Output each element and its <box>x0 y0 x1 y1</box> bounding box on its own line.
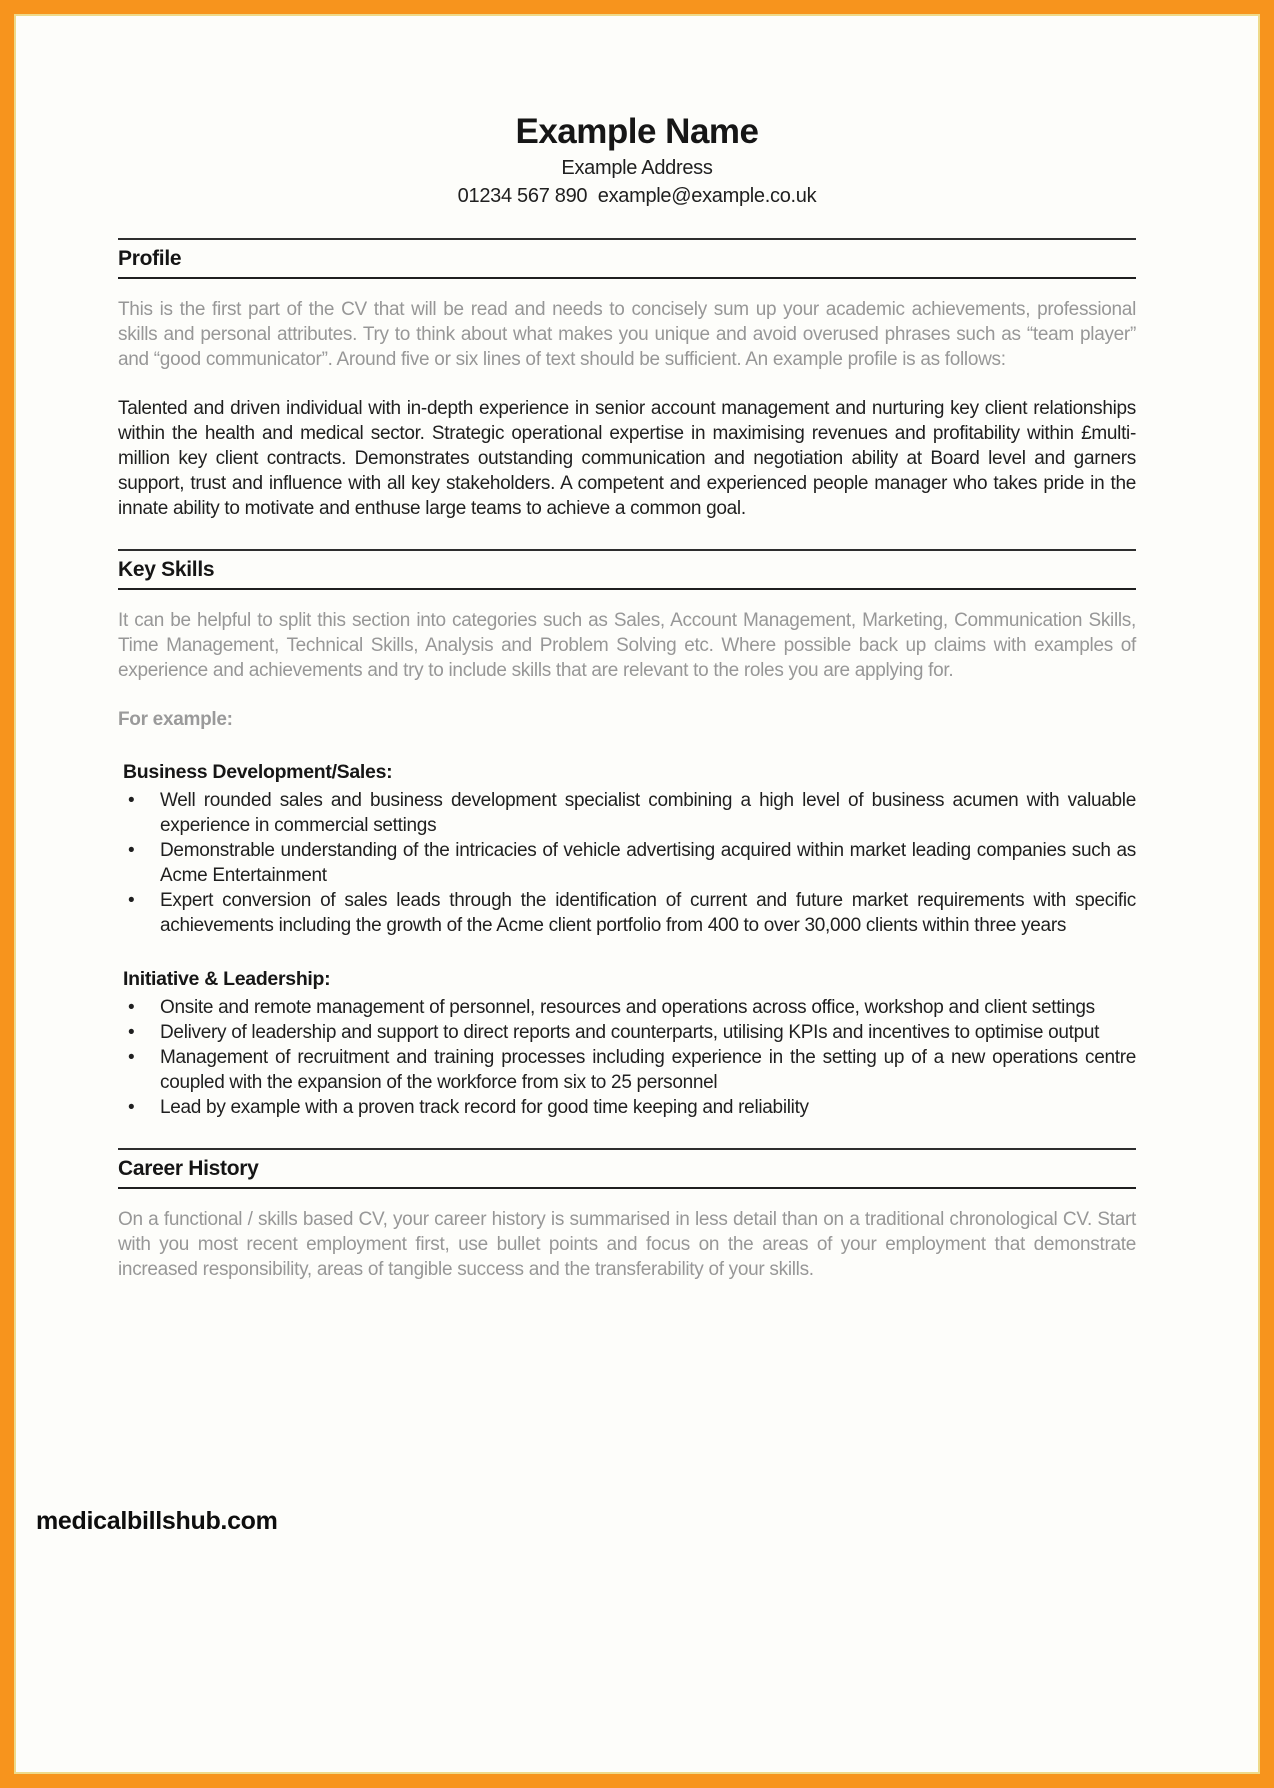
career-history-guidance-text: On a functional / skills based CV, your career history is summarised in less detail than on a traditional chronological CV. Start with you most recent employment first, use bullet points and focus on the areas of your employment that demonstrate increased responsibility, areas of tangible success and the transferability of your skills. <box>118 1209 1136 1280</box>
key-skills-guidance-text: It can be helpful to split this section into categories such as Sales, Account Management, Marketing, Communication Skills, Time Management, Technical Skills, Analysis and Problem Solving etc. Where possible back up claims with examples of experience and achievements and try to include skills that are relevant to the roles you are applying for. <box>118 610 1136 681</box>
bullet-item: • Lead by example with a proven track record for good time keeping and reliability <box>118 1095 1136 1120</box>
bullet-item: • Demonstrable understanding of the intricacies of vehicle advertising acquired within market leading companies such as Acme Entertainment <box>118 838 1136 888</box>
skills-group-title-initiative-leadership: Initiative & Leadership: <box>123 968 331 990</box>
section-heading-key-skills: Key Skills <box>118 549 1136 590</box>
profile-guidance-text: This is the first part of the CV that will be read and needs to concisely sum up your academic achievements, professional skills and personal attributes. Try to think about what makes you unique and avoid overused phrases such as “team player” and “good communicator”. Around five or six lines of text should be sufficient. An example profile is as follows: <box>118 299 1136 370</box>
contact-line: 01234 567 890 example@example.co.uk <box>457 185 817 207</box>
profile-example-text: Talented and driven individual with in-depth experience in senior account management and nurturing key client relationships within the health and medical sector. Strategic operational expertise in maximising revenues and profitability within £multi-million key client contracts. Demonstrates outstanding communication and negotiation ability at Board level and garners support, trust and influence with all key stakeholders. A competent and experienced people manager who takes pride in the innate ability to motivate and enthuse large teams to achieve a common goal. <box>118 398 1136 519</box>
person-name: Example Name <box>515 112 759 151</box>
section-heading-profile: Profile <box>118 238 1136 279</box>
cv-content <box>16 238 1258 1282</box>
for-example-label: For example: <box>118 709 233 730</box>
site-watermark: medicalbillshub.com <box>36 1507 278 1535</box>
bullet-item: • Delivery of leadership and support to direct reports and counterparts, utilising KPIs and incentives to optimise output <box>118 1020 1136 1045</box>
bullet-item: • Onsite and remote management of personnel, resources and operations across office, workshop and client settings <box>118 995 1136 1020</box>
bullet-item: • Management of recruitment and training processes including experience in the setting up of a new operations centre coupled with the expansion of the workforce from six to 25 personnel <box>118 1045 1136 1095</box>
cv-page <box>14 14 1260 1774</box>
cv-header <box>16 110 1258 210</box>
address-line: Example Address <box>561 157 713 179</box>
skills-group-title-business-development: Business Development/Sales: <box>123 761 393 783</box>
initiative-leadership-bullet-list <box>118 995 1136 1120</box>
section-heading-career-history: Career History <box>118 1148 1136 1189</box>
bullet-item: • Well rounded sales and business development specialist combining a high level of business acumen with valuable experience in commercial settings <box>118 788 1136 838</box>
business-development-bullet-list <box>118 788 1136 938</box>
bullet-item: • Expert conversion of sales leads through the identification of current and future market requirements with specific achievements including the growth of the Acme client portfolio from 400 to over 30,000 clients within three years <box>118 888 1136 938</box>
